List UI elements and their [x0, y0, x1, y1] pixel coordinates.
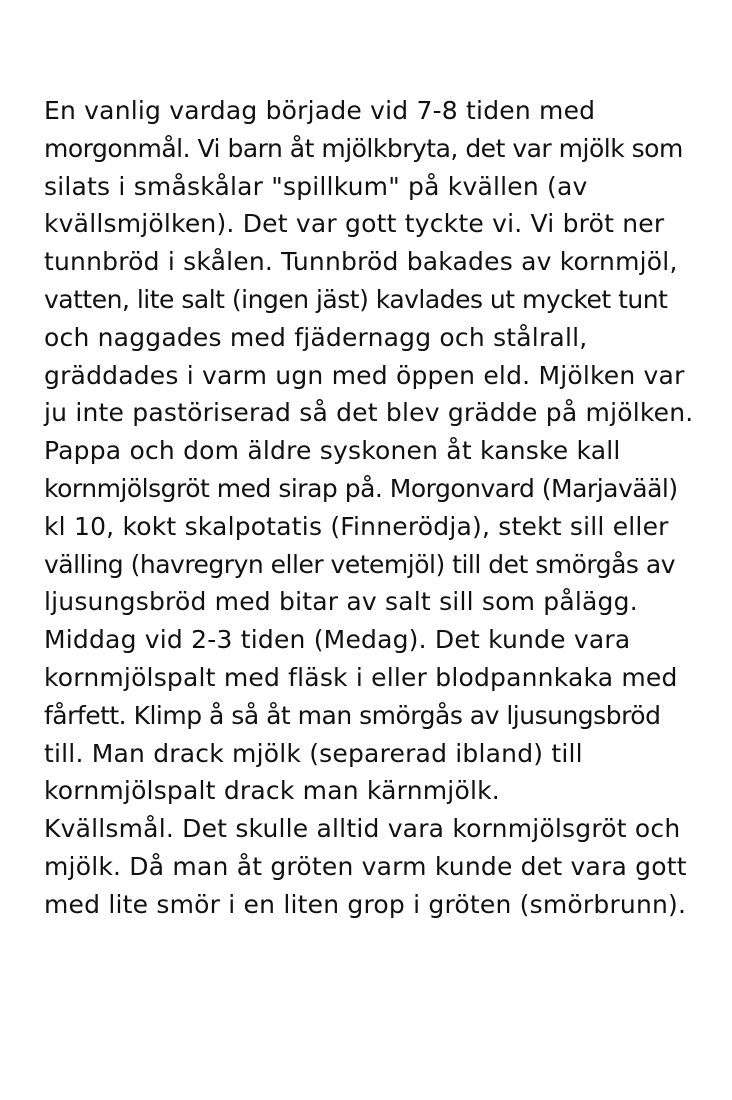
- text-line-6: vatten, lite salt (ingen jäst) kavlades ut mycket tunt: [44, 284, 668, 314]
- text-line-3: silats i småskålar "spillkum" på kvällen (av: [44, 171, 588, 201]
- text-line-2: morgonmål. Vi barn åt mjölkbryta, det var mjölk som: [44, 133, 683, 163]
- text-line-20: Kvällsmål. Det skulle alltid vara kornmjölsgröt och: [44, 814, 681, 844]
- text-line-1: En vanlig vardag började vid 7-8 tiden med: [44, 96, 596, 125]
- text-line-4: kvällsmjölken). Det var gott tyckte vi. Vi bröt ner: [44, 209, 665, 239]
- text-line-15: Middag vid 2-3 tiden (Medag). Det kunde vara: [44, 625, 631, 655]
- text-line-12: kl 10, kokt skalpotatis (Finnerödja), stekt sill eller: [44, 511, 669, 541]
- text-line-16: kornmjölspalt med fläsk i eller blodpannkaka med: [44, 662, 678, 692]
- text-line-18: till. Man drack mjölk (separerad ibland) till: [44, 738, 583, 768]
- text-line-11: kornmjölsgröt med sirap på. Morgonvard (Marjavääl): [44, 473, 678, 503]
- text-line-21: mjölk. Då man åt gröten varm kunde det vara gott: [44, 851, 687, 881]
- text-line-5: tunnbröd i skålen. Tunnbröd bakades av kornmjöl,: [44, 247, 678, 277]
- text-line-8: gräddades i varm ugn med öppen eld. Mjölken var: [44, 360, 685, 390]
- text-line-14: ljusungsbröd med bitar av salt sill som pålägg.: [44, 587, 638, 617]
- text-line-9: ju inte pastöriserad så det blev grädde på mjölken.: [44, 398, 694, 428]
- text-line-13: välling (havregryn eller vetemjöl) till det smörgås av: [44, 549, 676, 579]
- text-line-19: kornmjölspalt drack man kärnmjölk.: [44, 776, 500, 806]
- handwritten-text-block: [44, 92, 704, 924]
- text-line-17: fårfett. Klimp å så åt man smörgås av ljusungsbröd: [44, 700, 661, 730]
- text-line-7: och naggades med fjädernagg och stålrall,: [44, 322, 588, 352]
- text-line-10: Pappa och dom äldre syskonen åt kanske kall: [44, 436, 621, 466]
- text-line-22: med lite smör i en liten grop i gröten (smörbrunn).: [44, 889, 687, 919]
